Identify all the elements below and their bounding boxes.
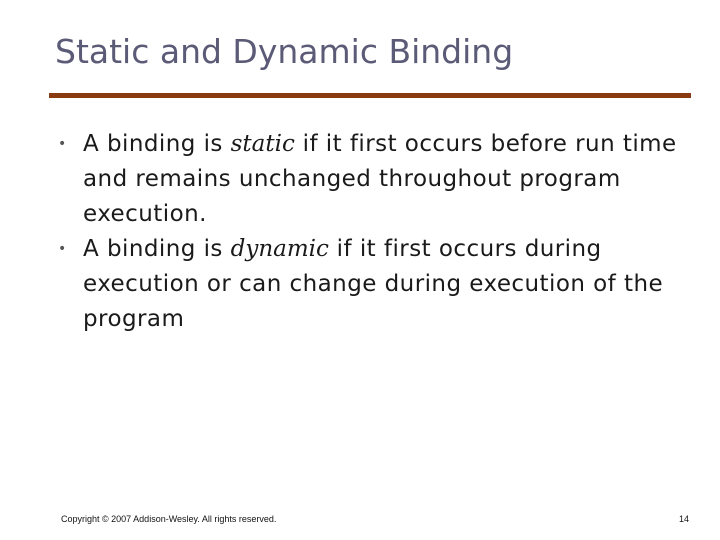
bullet-text-end: if it first occurs before run time and remains unchanged throughout program execution. [83, 131, 677, 227]
bullet-item-static [58, 127, 698, 232]
page-number: 14 [678, 514, 689, 524]
bullet-list [58, 127, 698, 337]
term-static: static [230, 131, 295, 157]
bullet-item-dynamic [58, 232, 698, 337]
bullet-marker-icon: • [58, 241, 67, 257]
bullet-text-start: A binding is [83, 131, 231, 157]
bullet-marker-icon: • [58, 136, 67, 152]
bullet-text-end: if it first occurs during execution or can change during execution of the program [83, 236, 664, 332]
term-dynamic: dynamic [230, 236, 329, 262]
footer-copyright: Copyright © 2007 Addison-Wesley. All rights reserved. [61, 514, 277, 524]
slide-title: Static and Dynamic Binding [55, 32, 514, 71]
bullet-text-start: A binding is [83, 236, 231, 262]
title-divider [49, 93, 691, 98]
